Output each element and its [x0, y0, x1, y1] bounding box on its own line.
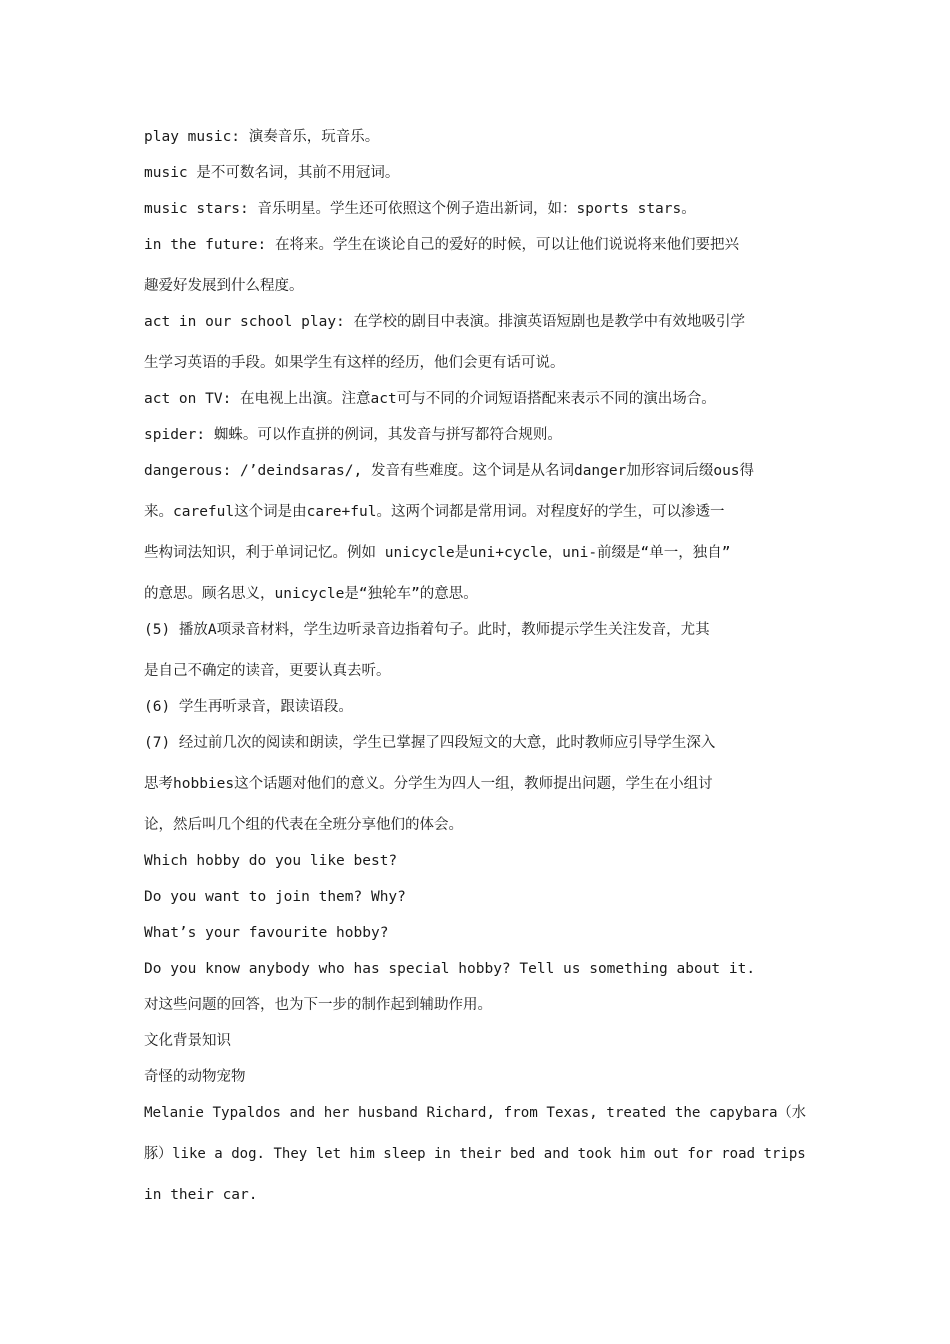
text-line: 的意思。顾名思义，unicycle是“独轮车”的意思。: [144, 586, 478, 602]
text-line: What’s your favourite hobby?: [144, 925, 389, 941]
text-line: music stars: 音乐明星。学生还可依照这个例子造出新词，如：sports stars。: [144, 201, 696, 217]
text-line: Do you know anybody who has special hobby? Tell us something about it.: [144, 961, 756, 977]
text-line: (7) 经过前几次的阅读和朗读，学生已掌握了四段短文的大意，此时教师应引导学生深入: [144, 735, 716, 751]
text-line: Melanie Typaldos and her husband Richard, from Texas, treated the capybara（水: [144, 1105, 806, 1121]
text-line: act on TV: 在电视上出演。注意act可与不同的介词短语搭配来表示不同的演出场合。: [144, 391, 716, 407]
text-line: 是自己不确定的读音，更要认真去听。: [144, 663, 391, 679]
text-line: act in our school play: 在学校的剧目中表演。排演英语短剧也是教学中有效地吸引学: [144, 314, 746, 330]
text-line: spider: 蜘蛛。可以作直拼的例词，其发音与拼写都符合规则。: [144, 427, 562, 443]
text-line: play music: 演奏音乐，玩音乐。: [144, 129, 380, 145]
text-line: 对这些问题的回答，也为下一步的制作起到辅助作用。: [144, 997, 492, 1013]
text-line: 趣爱好发展到什么程度。: [144, 278, 304, 294]
text-line: in their car.: [144, 1187, 258, 1203]
text-line: 论，然后叫几个组的代表在全班分享他们的体会。: [144, 817, 463, 833]
subsection-heading: 奇怪的动物宠物: [144, 1069, 246, 1085]
text-line: Do you want to join them? Why?: [144, 889, 406, 905]
text-line: (6) 学生再听录音，跟读语段。: [144, 699, 353, 715]
text-line: 些构词法知识，利于单词记忆。例如 unicycle是uni+cycle，uni-前缀是“单一，独自”: [144, 545, 731, 561]
text-line: dangerous: /’deindsaras/, 发音有些难度。这个词是从名词danger加形容词后缀ous得: [144, 463, 755, 479]
text-line: music 是不可数名词，其前不用冠词。: [144, 165, 400, 181]
text-line: 来。careful这个词是由care+ful。这两个词都是常用词。对程度好的学生，可以渗透一: [144, 504, 725, 520]
text-line: Which hobby do you like best?: [144, 853, 398, 869]
text-line: 思考hobbies这个话题对他们的意义。分学生为四人一组，教师提出问题，学生在小组讨: [144, 776, 713, 792]
text-line: 生学习英语的手段。如果学生有这样的经历，他们会更有话可说。: [144, 355, 565, 371]
text-line: in the future: 在将来。学生在谈论自己的爱好的时候，可以让他们说说将来他们要把兴: [144, 237, 739, 253]
text-line: (5) 播放A项录音材料，学生边听录音边指着句子。此时，教师提示学生关注发音，尤其: [144, 622, 710, 638]
section-heading: 文化背景知识: [144, 1033, 231, 1049]
text-line: 豚）like a dog. They let him sleep in their bed and took him out for road trips: [144, 1146, 806, 1162]
